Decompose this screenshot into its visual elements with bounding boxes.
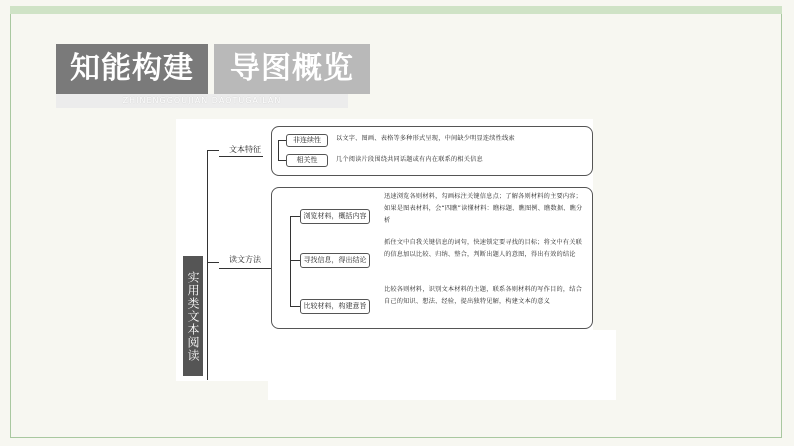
item-connector [290,216,300,217]
category-connector [219,268,271,269]
banner-title-part1: 知能构建 [56,44,208,94]
item-connector [290,216,291,306]
banner-subtitle: ZHINENGGOUJIAN DAOTUGAILAN [56,94,348,108]
item-connector [278,140,286,141]
node-relevance: 相关性 [286,154,328,167]
item-connector [290,260,300,261]
category-connector [207,262,219,263]
node-find-info: 寻找信息，得出结论 [300,253,370,268]
node-compare: 比较材料，构建意旨 [300,299,370,314]
banner-title-part2: 导图概览 [214,44,370,94]
desc-browse: 迅速浏览各则材料，勾画标注关键信息点；了解各则材料的主要内容；如果是图表材料，会“四瞧”读懂材料：瞧标题、瞧图例、瞧数据、瞧分析 [384,193,583,224]
item-connector [278,160,286,161]
slide-top-bar [10,6,782,14]
node-browse: 浏览材料，概括内容 [300,209,370,224]
desc-relevance: 几个阅读片段围绕共同话题或有内在联系的相关信息 [336,156,483,163]
desc-noncontinuity: 以文字、图画、表格等多种形式呈现，中间缺少明显连续性线索 [336,135,515,142]
diagram-sheet-extension [268,330,616,400]
desc-compare: 比较各则材料，识别文本材料的主题，联系各则材料的写作目的，结合自己的知识、想法、经验，提出独特见解，构建文本的意义 [384,286,583,305]
category-connector [219,156,263,157]
item-connector [290,306,300,307]
desc-find-info: 抓住文中自我关键信息的词句，快速锁定要寻找的目标；将文中有关联的信息加以比较、归纳、整合，判断出题人的意图，得出有效的结论 [384,239,583,258]
diagram-root: 实用类文本阅读 [183,256,203,376]
root-connector [207,150,208,380]
item-connector [278,140,279,160]
category-label-methods: 读文方法 [229,255,261,264]
section-banner [56,44,370,94]
category-connector [207,150,219,151]
node-noncontinuity: 非连续性 [286,134,328,147]
category-label-features: 文本特征 [229,145,261,154]
